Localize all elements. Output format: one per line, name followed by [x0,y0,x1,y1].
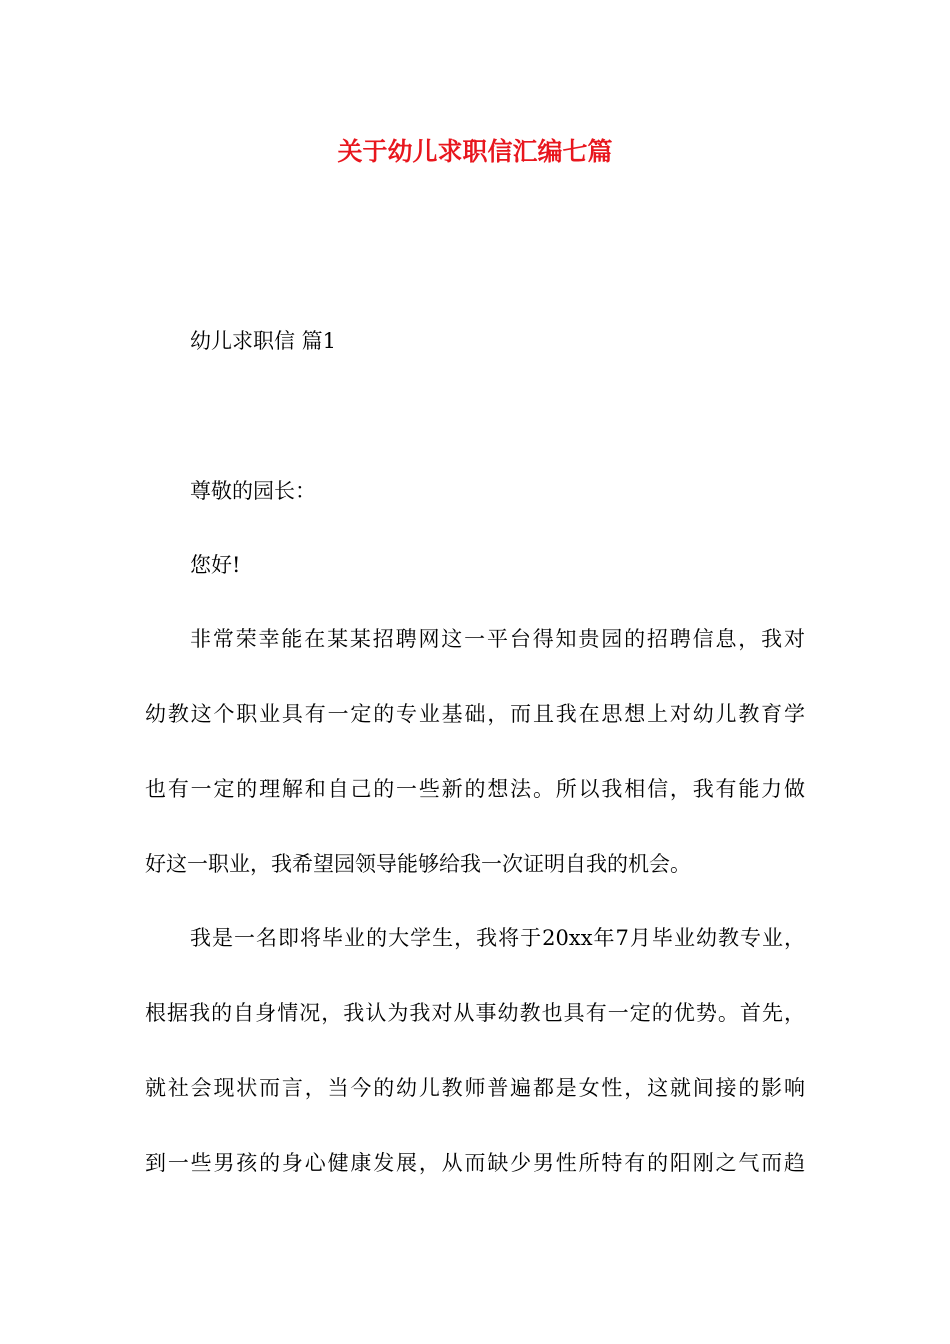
paragraph-2-line-2: 根据我的自身情况，我认为我对从事幼教也具有一定的优势。首先， [145,1001,805,1025]
paragraph-1-line-4: 好这一职业，我希望园领导能够给我一次证明自我的机会。 [145,852,691,876]
document-title: 关于幼儿求职信汇编七篇 [337,137,613,166]
paragraph-2-line-1: 我是一名即将毕业的大学生，我将于20xx年7月毕业幼教专业， [190,926,805,950]
paragraph-2-line-3: 就社会现状而言，当今的幼儿教师普遍都是女性，这就间接的影响 [145,1076,805,1100]
paragraph-1-line-1: 非常荣幸能在某某招聘网这一平台得知贵园的招聘信息，我对 [190,627,805,651]
paragraph-1-line-3: 也有一定的理解和自己的一些新的想法。所以我相信，我有能力做 [145,777,805,801]
paragraph-2-line-4: 到一些男孩的身心健康发展，从而缺少男性所特有的阳刚之气而趋 [145,1151,805,1175]
greeting: 您好! [190,553,241,577]
paragraph-1-line-2: 幼教这个职业具有一定的专业基础，而且我在思想上对幼儿教育学 [145,702,805,726]
salutation: 尊敬的园长： [190,479,316,503]
section-heading: 幼儿求职信 篇1 [190,329,337,353]
